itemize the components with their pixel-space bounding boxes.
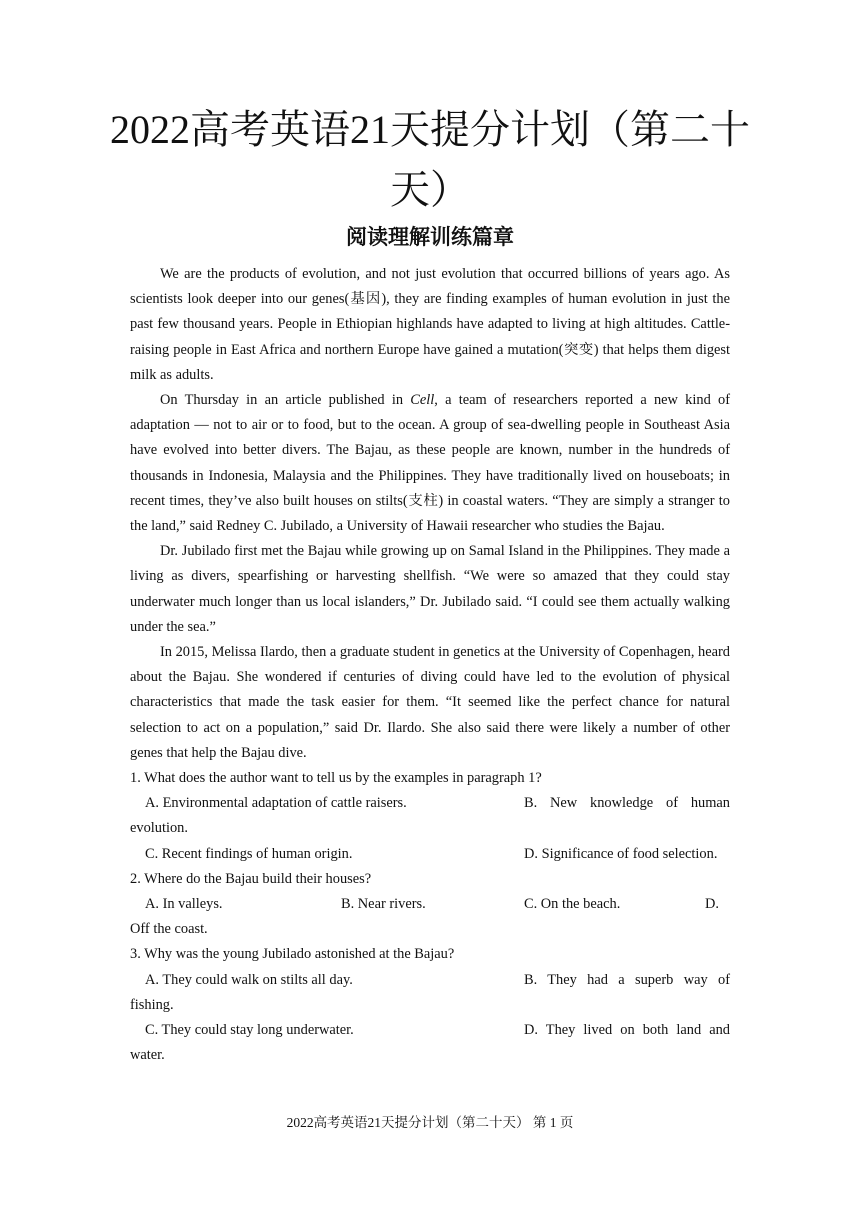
document-title: 2022高考英语21天提分计划（第二十天） xyxy=(110,107,750,212)
option-b: B. Near rivers. xyxy=(341,896,426,913)
paragraph-1: We are the products of evolution, and not just evolution that occurred billions of years ago. As scientists look deeper into our genes(基因), they are finding examples of human evolution in just the past few thousand years. People in Ethiopian highlands have adapted to living at high altitudes. Cattle-raising people in East Africa and northern Europe have gained a mutation(突变) that helps them digest milk as adults. xyxy=(130,266,730,383)
question-stem: 2. Where do the Bajau build their houses? xyxy=(130,870,372,887)
journal-name: Cell xyxy=(410,392,435,409)
options-row xyxy=(130,968,730,993)
option-b: B. New knowledge of human xyxy=(524,795,730,812)
option-d-continued: water. xyxy=(130,1047,165,1064)
options-row xyxy=(130,842,730,867)
option-a: A. They could walk on stilts all day. xyxy=(145,971,353,988)
reading-passage xyxy=(130,262,730,1069)
option-b-continued: fishing. xyxy=(130,996,174,1013)
paragraph-2-after: , a team of researchers reported a new kind of adaptation — not to air or to food, but to the ocean. A group of sea-dwelling people in Southeast Asia have evolved into better divers. The Bajau, as these people are known, number in the hundreds of thousands in Indonesia, Malaysia and the Philippines. They have traditionally lived on houseboats; in recent times, they’ve also built houses on stilts(支柱) in coastal waters. “They are simply a stranger to the land,” said Redney C. Jubilado, a University of Hawaii researcher who studies the Bajau. xyxy=(130,392,730,535)
paragraph-3: Dr. Jubilado first met the Bajau while growing up on Samal Island in the Philippines. They made a living as divers, spearfishing or harvesting shellfish. “We were so amazed that they could stay underwater much longer than us local islanders,” Dr. Jubilado said. “I could see them actually walking under the sea.” xyxy=(130,543,730,635)
option-c: C. On the beach. xyxy=(524,896,621,913)
options-row xyxy=(130,1018,730,1043)
option-d: D. xyxy=(705,896,719,913)
option-a: A. In valleys. xyxy=(145,896,223,913)
option-c: C. Recent findings of human origin. xyxy=(145,845,353,862)
question-2 xyxy=(130,867,730,943)
question-3 xyxy=(130,942,730,1068)
option-c: C. They could stay long underwater. xyxy=(145,1022,354,1039)
option-d-continued: Off the coast. xyxy=(130,921,208,938)
page-footer: 2022高考英语21天提分计划（第二十天） 第 1 页 xyxy=(286,1115,574,1130)
paragraph-2-before: On Thursday in an article published in xyxy=(160,392,411,409)
section-subtitle: 阅读理解训练篇章 xyxy=(346,225,514,249)
option-a: A. Environmental adaptation of cattle raisers. xyxy=(145,795,407,812)
paragraph-2 xyxy=(130,388,730,539)
option-b: B. They had a superb way of xyxy=(524,971,730,988)
option-d: D. Significance of food selection. xyxy=(524,845,718,862)
option-b-continued: evolution. xyxy=(130,820,188,837)
option-d: D. They lived on both land and xyxy=(524,1022,730,1039)
options-row xyxy=(130,791,730,816)
paragraph-4: In 2015, Melissa Ilardo, then a graduate student in genetics at the University of Copenhagen, heard about the Bajau. She wondered if centuries of diving could have led to the evolution of physical characteristics that made the task easier for them. “It seemed like the perfect chance for natural selection to act on a population,” said Dr. Ilardo. She also said there were likely a number of other genes that help the Bajau dive. xyxy=(130,644,730,761)
question-stem: 1. What does the author want to tell us by the examples in paragraph 1? xyxy=(130,770,542,787)
question-1 xyxy=(130,766,730,867)
options-row xyxy=(130,892,730,917)
question-stem: 3. Why was the young Jubilado astonished at the Bajau? xyxy=(130,946,455,963)
